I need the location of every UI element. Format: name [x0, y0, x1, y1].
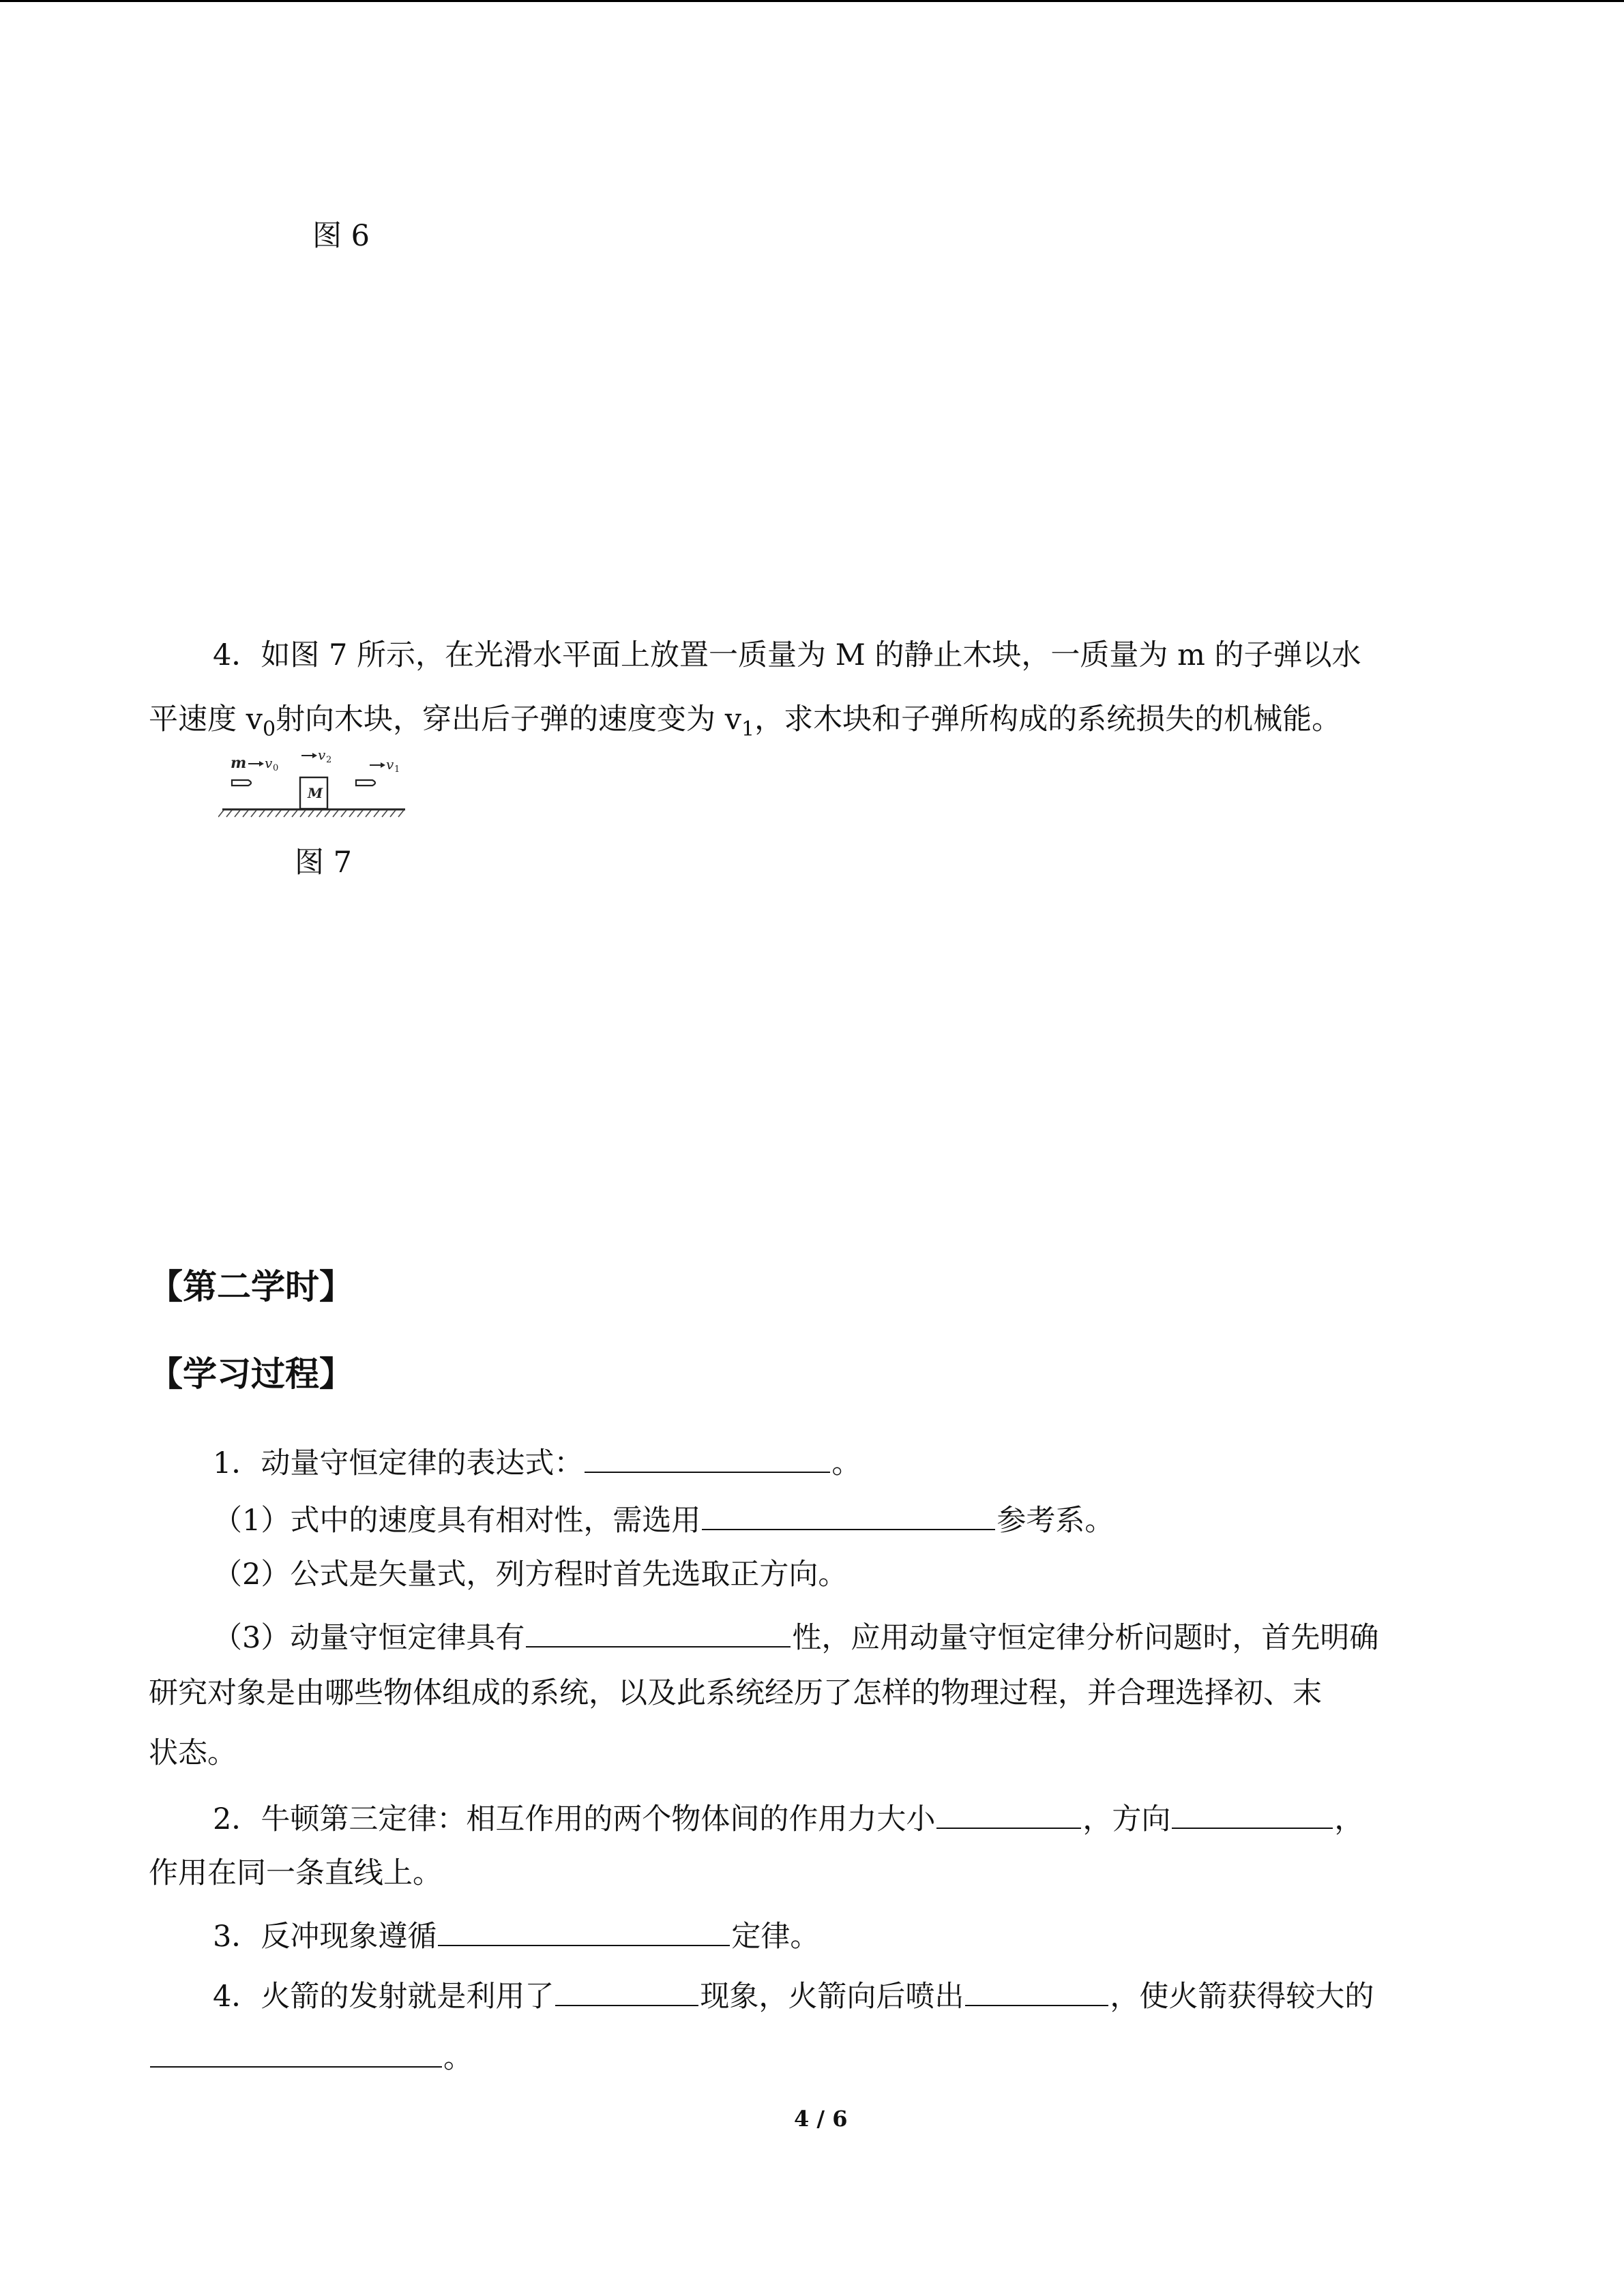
sub-item-3-text: （3）动量守恒定律具有 — [213, 1621, 525, 1655]
sub-item-3 — [213, 1619, 1378, 1653]
ground-hatching — [218, 810, 404, 817]
blank-recoil-law[interactable] — [438, 1918, 730, 1946]
item-4-cont: ，使火箭获得较大的 — [1110, 1980, 1374, 2014]
item-2-line-2: 作用在同一条直线上。 — [149, 1856, 442, 1890]
blank-1-expression[interactable] — [585, 1444, 830, 1473]
q4-text-a: 平速度 v — [149, 702, 263, 736]
item-4-line-2 — [149, 2039, 473, 2073]
item-4-mid: 现象，火箭向后喷出 — [700, 1980, 964, 2014]
page-number: 4 / 6 — [794, 2106, 848, 2132]
item-1 — [213, 1444, 861, 1478]
arrow-v0-head — [259, 761, 264, 766]
item-3-text: 3．反冲现象遵循 — [213, 1920, 437, 1954]
blank-rocket-phenomenon[interactable] — [555, 1978, 698, 2006]
label-M: M — [308, 785, 323, 801]
sub-item-1 — [213, 1502, 1114, 1536]
label-v1: v — [386, 756, 394, 773]
item-3 — [213, 1918, 819, 1952]
label-v0: v — [265, 755, 273, 771]
sub-item-1-text: （1）式中的速度具有相对性，需选用 — [213, 1504, 701, 1538]
label-v2: v — [318, 747, 326, 763]
label-v1-sub: 1 — [394, 764, 400, 775]
sub-item-2: （2）公式是矢量式，列方程时首先选取正方向。 — [213, 1557, 848, 1592]
question-4-line-2 — [149, 702, 1342, 744]
figure-7-caption: 图 7 — [295, 846, 353, 880]
arrow-v2-head — [312, 753, 317, 758]
item-2-text: 2．牛顿第三定律：相互作用的两个物体间的作用力大小 — [213, 1802, 936, 1836]
blank-force-direction[interactable] — [1172, 1800, 1333, 1829]
figure-7-diagram — [218, 743, 409, 825]
item-4-text: 4．火箭的发射就是利用了 — [213, 1980, 555, 2014]
label-v2-sub: 2 — [326, 755, 332, 765]
item-4-end: 。 — [443, 2041, 473, 2075]
item-4 — [213, 1978, 1374, 2012]
blank-rocket-ejecta[interactable] — [965, 1978, 1108, 2006]
section-heading-lesson: 【第二学时】 — [149, 1267, 353, 1307]
q4-text-b: 射向木块，穿出后子弹的速度变为 v — [276, 702, 742, 736]
blank-force-magnitude[interactable] — [936, 1800, 1081, 1829]
sub-item-1-end: 参考系。 — [996, 1504, 1114, 1538]
q4-text-c: ，求木块和子弹所构成的系统损失的机械能。 — [754, 702, 1342, 736]
section-heading-process: 【学习过程】 — [149, 1354, 353, 1394]
q4-sub-0: 0 — [262, 717, 276, 741]
bullet-after-icon — [356, 780, 375, 786]
item-1-end: 。 — [831, 1446, 861, 1480]
item-2-end: ， — [1334, 1802, 1364, 1836]
item-2 — [213, 1800, 1363, 1834]
sub-item-3-cont: 性，应用动量守恒定律分析问题时，首先明确 — [792, 1621, 1379, 1655]
blank-reference-frame[interactable] — [702, 1502, 995, 1530]
page-top-border — [0, 0, 1624, 2]
item-1-text: 1．动量守恒定律的表达式： — [213, 1446, 584, 1480]
sub-item-3-line-2: 研究对象是由哪些物体组成的系统，以及此系统经历了怎样的物理过程，并合理选择初、末 — [149, 1676, 1322, 1710]
label-v0-sub: 0 — [273, 763, 279, 773]
item-3-end: 定律。 — [731, 1920, 820, 1954]
blank-rocket-result[interactable] — [150, 2039, 442, 2068]
question-4-line-1: 4．如图 7 所示，在光滑水平面上放置一质量为 M 的静止木块，一质量为 m 的子弹以水 — [213, 638, 1361, 672]
sub-item-3-line-3: 状态。 — [149, 1736, 237, 1770]
label-m: m — [231, 754, 247, 772]
blank-property[interactable] — [526, 1619, 791, 1648]
item-2-mid: ，方向 — [1082, 1802, 1171, 1836]
figure-6-caption: 图 6 — [312, 219, 370, 253]
q4-sub-1: 1 — [741, 717, 755, 741]
arrow-v1-head — [381, 762, 385, 768]
bullet-before-icon — [232, 780, 251, 786]
